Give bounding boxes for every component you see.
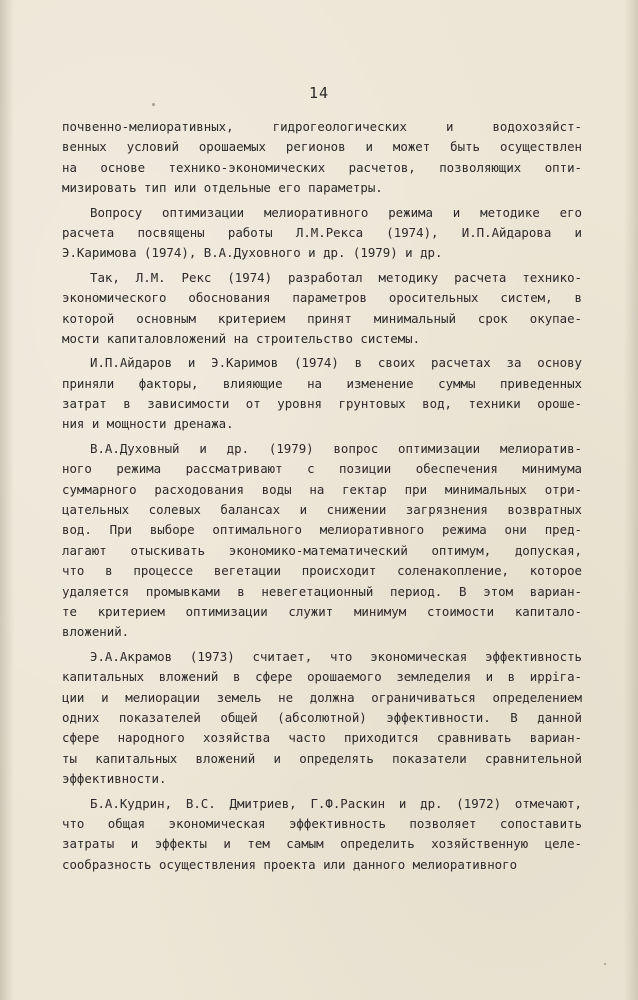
- text-line: вложений.: [62, 624, 130, 640]
- paragraph: [62, 439, 582, 643]
- text-line: ты капитальных вложений и определять показатели сравнительной: [62, 750, 582, 766]
- text-line: мости капиталовложений на строительство системы.: [62, 330, 421, 346]
- text-line: эффективности.: [62, 771, 167, 787]
- text-line: что в процессе вегетации происходит соленакопление, которое: [62, 563, 582, 579]
- text-line: почвенно-мелиоративных, гидрогеологических и водохозяйст-: [62, 119, 582, 134]
- text-line: вод. При выборе оптимального мелиоративного режима они пред-: [62, 522, 582, 538]
- text-line: Э.А.Акрамов (1973) считает, что экономическая эффективность: [90, 648, 582, 664]
- text-line: цательных солевых балансах и снижении загрязнения возвратных: [62, 502, 582, 518]
- paragraph: [62, 647, 582, 790]
- text-line: что общая экономическая эффективность позволяет сопоставить: [62, 815, 582, 831]
- paragraph: [62, 794, 582, 876]
- text-line: ния и мощности дренажа.: [62, 416, 234, 432]
- paragraph: [62, 203, 582, 264]
- text-line: Вопросу оптимизации мелиоративного режима и методике его: [90, 204, 582, 220]
- left-edge-shadow: [0, 0, 14, 1000]
- text-line: расчета посвящены работы Л.М.Рекса (1974), И.П.Айдарова и: [62, 224, 582, 240]
- text-line: Так, Л.М. Рекс (1974) разработал методику расчета технико-: [90, 269, 582, 285]
- text-line: В.А.Духовный и др. (1979) вопрос оптимизации мелиоратив-: [90, 440, 582, 456]
- text-line: одних показателей общей (абсолютной) эффективности. В данной: [62, 709, 582, 725]
- text-line: сообразность осуществления проекта или данного мелиоративного: [62, 856, 518, 872]
- text-line: затраты и эффекты и тем самым определить хозяйственную целе-: [62, 836, 582, 852]
- text-line: на основе технико-экономических расчетов, позволяющих опти-: [62, 159, 582, 175]
- text-line: затрат в зависимости от уровня грунтовых вод, техники ороше-: [62, 396, 582, 412]
- text-line: приняли факторы, влияющие на изменение суммы приведенных: [62, 375, 582, 391]
- paper-speck: [604, 963, 606, 965]
- paragraph: [62, 268, 582, 350]
- paragraph: [62, 117, 582, 199]
- text-line: лагают отыскивать экономико-математический оптимум, допуская,: [62, 542, 582, 558]
- text-line: И.П.Айдаров и Э.Каримов (1974) в своих расчетах за основу: [90, 355, 582, 371]
- text-line: которой основным критерием принят минимальный срок окупае-: [62, 310, 582, 326]
- paper-speck: [152, 103, 155, 106]
- text-line: удаляется промывками в невегетационный период. В этом вариан-: [62, 583, 582, 599]
- text-line: капитальных вложений в сфере орошаемого земледелия и в ирріга-: [62, 669, 582, 685]
- page-number: 14: [308, 84, 330, 102]
- text-line: сфере народного хозяйства часто приходится сравнивать вариан-: [62, 730, 582, 746]
- paragraph: [62, 353, 582, 435]
- text-line: венных условий орошаемых регионов и может быть осуществлен: [62, 139, 582, 155]
- text-line: мизировать тип или отдельные его параметры.: [62, 180, 383, 196]
- text-line: Э.Каримова (1974), В.А.Духовного и др. (1979) и др.: [62, 245, 443, 261]
- text-line: те критерием оптимизации служит минимум стоимости капитало-: [62, 603, 582, 619]
- document-text: [62, 117, 582, 875]
- text-line: Б.А.Кудрин, В.С. Дмитриев, Г.Ф.Раскин и др. (1972) отмечают,: [90, 795, 582, 811]
- text-line: суммарного расходования воды на гектар при минимальных отри-: [62, 481, 582, 497]
- text-line: экономического обоснования параметров оросительных систем, в: [62, 290, 582, 306]
- right-edge-shadow: [624, 0, 638, 1000]
- text-line: ции и мелиорации земель не должна ограничиваться определением: [62, 689, 582, 705]
- text-line: ного режима рассматривают с позиции обеспечения минимума: [62, 461, 582, 477]
